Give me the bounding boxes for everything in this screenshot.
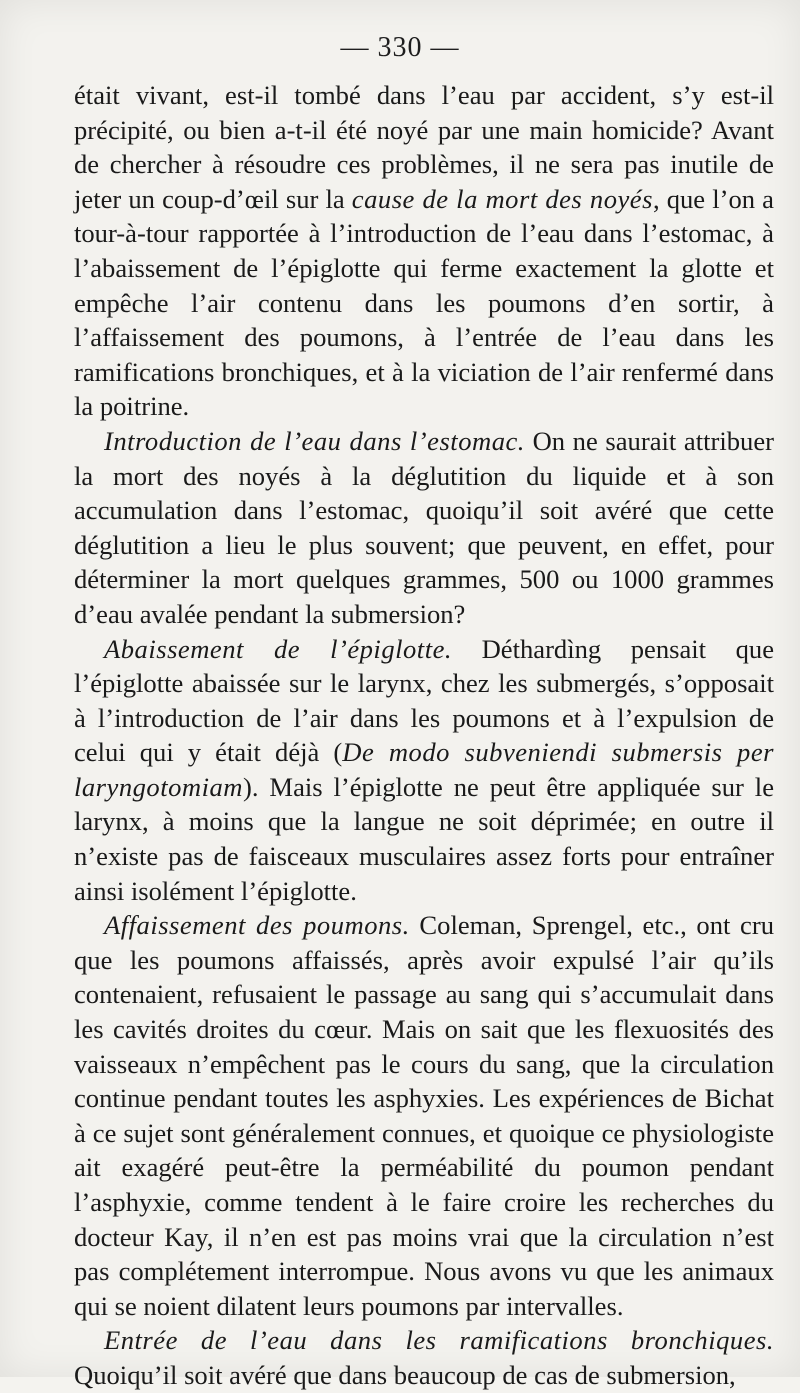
page-number: — 330 — (340, 32, 460, 63)
paragraph-5 (74, 1323, 774, 1392)
paragraph-4 (74, 908, 774, 1323)
section-heading: Abaissement de l’épiglotte. (104, 633, 453, 664)
paragraph-text: Quoiqu’il soit avéré que dans beaucoup de cas de submersion, (74, 1359, 736, 1390)
paragraph-2 (74, 424, 774, 632)
italic-phrase: cause de la mort des noyés (351, 183, 653, 214)
paragraph-text: ). Mais l’épiglotte ne peut être appliquée sur le larynx, à moins que la langue ne soit déprimée; en outre il n’existe pas de faisceaux musculaires assez forts pour entraîner ainsi isolément l’épiglotte. (74, 771, 774, 906)
paragraph-text: Déthardìng pensait que l’épiglotte abaissée sur le larynx, chez les submergés, s’opposait à l’introduction de l’air dans les poumons et à l’expulsion de celui qui y était déjà ( (74, 633, 775, 768)
page-text (74, 78, 774, 1393)
paragraph-3 (74, 632, 774, 909)
section-heading: Affaissement des poumons. (104, 910, 410, 941)
paragraph-1 (74, 78, 774, 424)
section-heading: Entrée de l’eau dans les ramifications bronchiques. (104, 1325, 774, 1356)
paragraph-text: était vivant, est-il tombé dans l’eau par accident, s’y est-il précipité, ou bien a-t-il été noyé par une main homicide? Avant de chercher à résoudre ces problèmes, il ne sera pas inutile de jeter un coup-d’œil sur la (74, 80, 774, 214)
paragraph-text: On ne saurait attribuer la mort des noyés à la déglutition du liquide et à son accumulation dans l’estomac, quoiqu’il soit avéré que cette déglutition a lieu le plus souvent; que peuvent, en effet, pour déterminer la mort quelques grammes, 500 ou 1000 grammes d’eau avalée pendant la submersion? (74, 425, 774, 629)
section-heading: Introduction de l’eau dans l’estomac. (104, 425, 525, 456)
latin-title: De modo subveniendi submersis per laryngotomiam (74, 737, 775, 802)
paragraph-text: Coleman, Sprengel, etc., ont cru que les poumons affaissés, après avoir expulsé l’air qu’ils contenaient, refusaient le passage au sang qui s’accumulait dans les cavités droites du cœur. Mais on sait que les flexuosités des vaisseaux n’empêchent pas le cours du sang, que la circulation continue pendant toutes les asphyxies. Les expériences de Bichat à ce sujet sont généralement connues, et quoique ce physiologiste ait exagéré peut-être la perméabilité du poumon pendant l’asphyxie, comme tendent à le faire croire les recherches du docteur Kay, il n’en est pas moins vrai que la circulation n’est pas complétement interrompue. Nous avons vu que les animaux qui se noient dilatent leurs poumons par intervalles. (74, 910, 774, 1321)
paragraph-text: , que l’on a tour-à-tour rapportée à l’introduction de l’eau dans l’estomac, à l’abaissement de l’épiglotte qui ferme exactement la glotte et empêche l’air contenu dans les poumons d’en sortir, à l’affaissement des poumons, à l’entrée de l’eau dans les ramifications bronchiques, et à la viciation de l’air renfermé dans la poitrine. (74, 183, 774, 422)
